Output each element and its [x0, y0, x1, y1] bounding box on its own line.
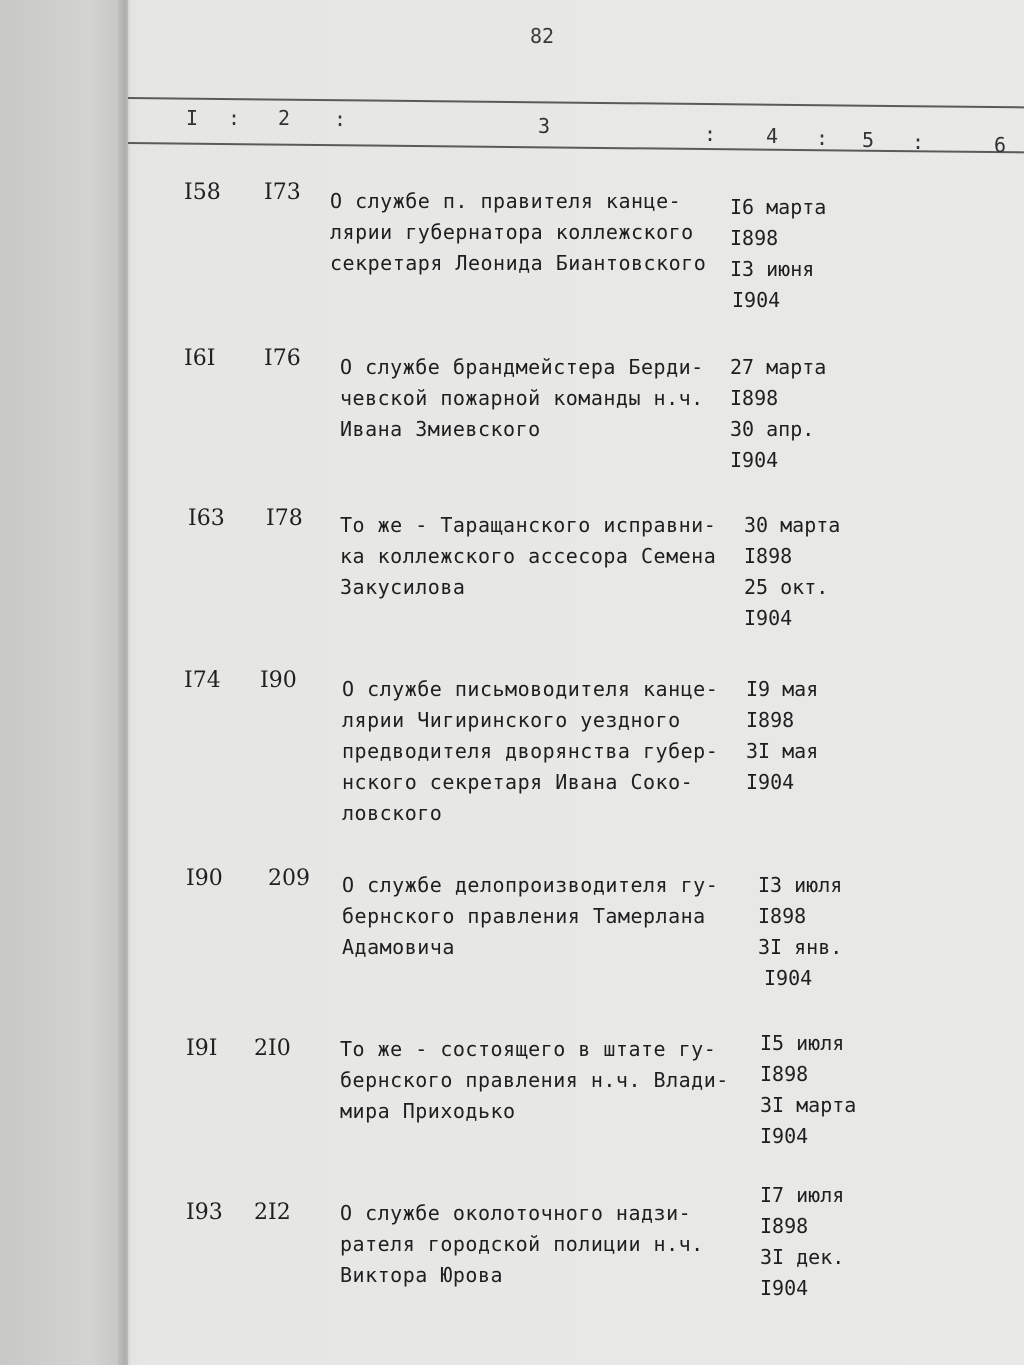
date-line: I5 июля — [760, 1031, 845, 1055]
title-line: секретаря Леонида Биантовского — [330, 251, 707, 275]
title-line: предводителя дворянства губер- — [342, 739, 719, 763]
header-col-3: 3 — [538, 114, 551, 138]
file-number: 2I2 — [254, 1200, 291, 1225]
title-line: рателя городской полиции н.ч. — [340, 1232, 704, 1256]
date-line: 30 апр. — [730, 417, 815, 441]
date-line: I904 — [732, 288, 781, 312]
record-dates — [760, 1028, 900, 1152]
page-fold-shadow — [118, 0, 132, 1365]
date-line: I904 — [730, 448, 779, 472]
record-number: I93 — [186, 1200, 223, 1225]
file-number: I78 — [266, 506, 303, 531]
date-line: I898 — [730, 386, 779, 410]
record-title — [342, 674, 742, 829]
date-line: I904 — [746, 770, 795, 794]
title-line: О службе п. правителя канце- — [330, 189, 682, 213]
title-line: бернского правления н.ч. Влади- — [340, 1068, 729, 1092]
header-sep: : — [334, 107, 347, 131]
record-title — [340, 510, 740, 603]
record-title — [342, 870, 742, 963]
file-number: 209 — [268, 866, 310, 891]
title-line: ловского — [342, 801, 443, 825]
record-number: I9I — [186, 1036, 218, 1061]
title-line: О службе письмоводителя канце- — [342, 677, 719, 701]
record-dates — [758, 870, 898, 994]
date-line: 3I янв. — [758, 935, 843, 959]
header-col-6: 6 — [994, 133, 1007, 157]
title-line: О службе околоточного надзи- — [340, 1201, 692, 1225]
record-number: I74 — [184, 668, 221, 693]
title-line: мира Приходько — [340, 1099, 516, 1123]
header-col-1: I — [186, 106, 199, 130]
file-number: I73 — [264, 180, 301, 205]
title-line: лярии губернатора коллежского — [330, 220, 694, 244]
record-title — [340, 352, 740, 445]
record-number: I63 — [188, 506, 225, 531]
header-sep: : — [912, 130, 925, 154]
date-line: I3 июня — [730, 257, 815, 281]
title-line: нского секретаря Ивана Соко- — [342, 770, 694, 794]
record-number: I58 — [184, 180, 221, 205]
date-line: I904 — [744, 606, 793, 630]
record-dates — [760, 1180, 900, 1304]
date-line: I904 — [764, 966, 813, 990]
header-col-5: 5 — [862, 128, 875, 152]
date-line: I898 — [744, 544, 793, 568]
title-line: чевской пожарной команды н.ч. — [340, 386, 704, 410]
title-line: ка коллежского ассесора Семена — [340, 544, 717, 568]
header-col-4: 4 — [766, 124, 779, 148]
title-line: Закусилова — [340, 575, 466, 599]
date-line: I3 июля — [758, 873, 843, 897]
date-line: I898 — [760, 1214, 809, 1238]
date-line: I904 — [760, 1276, 809, 1300]
file-number: I76 — [264, 346, 301, 371]
record-title — [330, 186, 730, 279]
date-line: I898 — [760, 1062, 809, 1086]
date-line: 25 окт. — [744, 575, 829, 599]
date-line: I6 марта — [730, 195, 827, 219]
title-line: Адамовича — [342, 935, 455, 959]
record-number: I6I — [184, 346, 216, 371]
binding-gutter — [0, 0, 128, 1365]
header-sep: : — [228, 106, 241, 130]
date-line: I898 — [758, 904, 807, 928]
record-dates — [730, 192, 870, 316]
title-line: лярии Чигиринского уездного — [342, 708, 681, 732]
file-number: 2I0 — [254, 1036, 291, 1061]
header-sep: : — [704, 122, 717, 146]
page-number: 82 — [530, 24, 555, 48]
title-line: Виктора Юрова — [340, 1263, 504, 1287]
title-line: То же - состоящего в штате гу- — [340, 1037, 717, 1061]
record-title — [340, 1034, 740, 1127]
date-line: I7 июля — [760, 1183, 845, 1207]
record-dates — [746, 674, 886, 798]
file-number: I90 — [260, 668, 297, 693]
date-line: 30 марта — [744, 513, 841, 537]
header-rule-top — [128, 97, 1024, 108]
header-rule-bottom — [128, 142, 1024, 153]
record-number: I90 — [186, 866, 223, 891]
title-line: Ивана Змиевского — [340, 417, 541, 441]
date-line: 3I дек. — [760, 1245, 845, 1269]
title-line: бернского правления Тамерлана — [342, 904, 706, 928]
record-dates — [730, 352, 870, 476]
date-line: I898 — [746, 708, 795, 732]
header-col-2: 2 — [278, 106, 291, 130]
date-line: I898 — [730, 226, 779, 250]
date-line: 3I марта — [760, 1093, 857, 1117]
date-line: I904 — [760, 1124, 809, 1148]
date-line: 27 марта — [730, 355, 827, 379]
title-line: О службе делопроизводителя гу- — [342, 873, 719, 897]
date-line: 3I мая — [746, 739, 819, 763]
date-line: I9 мая — [746, 677, 819, 701]
header-sep: : — [816, 126, 829, 150]
title-line: О службе брандмейстера Берди- — [340, 355, 704, 379]
record-title — [340, 1198, 740, 1291]
record-dates — [744, 510, 884, 634]
title-line: То же - Таращанского исправни- — [340, 513, 717, 537]
